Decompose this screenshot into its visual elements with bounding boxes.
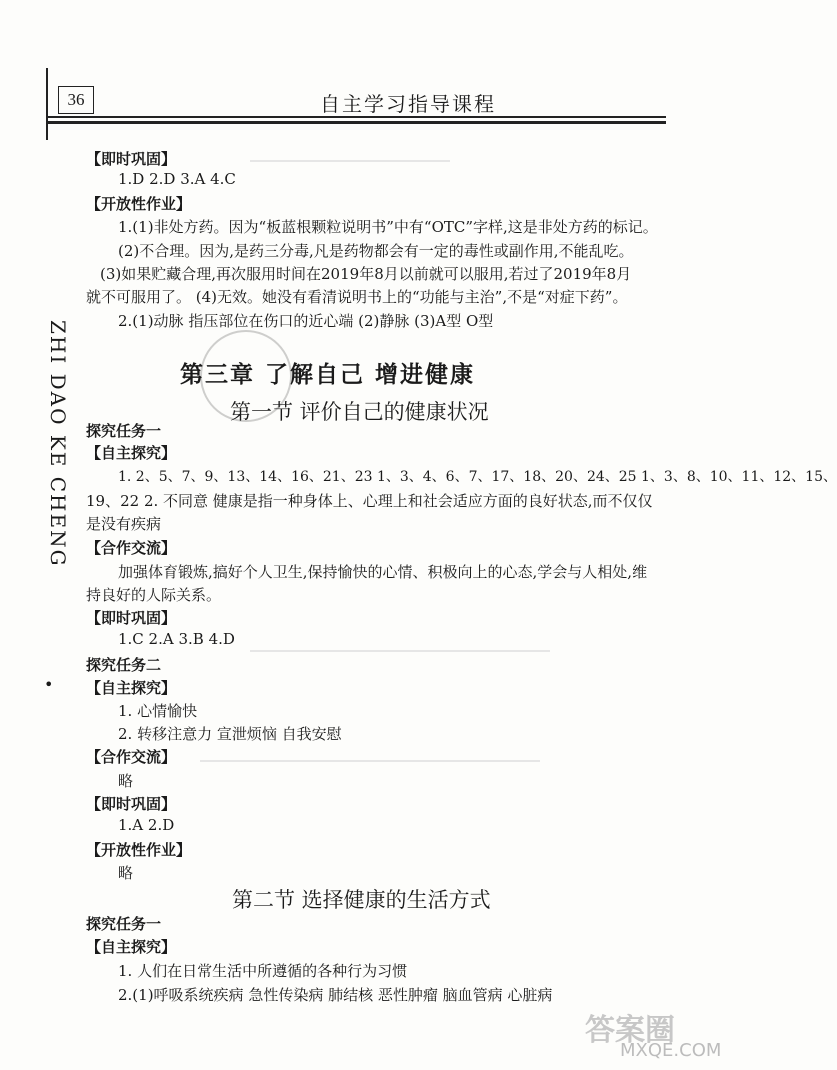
label-zizhu-tanjiu: 【自主探究】	[86, 938, 177, 956]
answer-line: 1. 2、5、7、9、13、14、16、21、23 1、3、4、6、7、17、18、20、24、25 1、3、8、10、11、12、15、	[118, 469, 837, 485]
watermark-url: MXQE.COM	[620, 1040, 722, 1061]
label-jishi-gonggu: 【即时巩固】	[86, 609, 177, 627]
answer-line: 19、22 2. 不同意 健康是指一种身体上、心理上和社会适应方面的良好状态,而不仅仅	[86, 492, 653, 510]
answers-jishi: 1.C 2.A 3.B 4.D	[118, 630, 235, 648]
answer-line: 略	[118, 772, 134, 790]
answer-line: (3)如果贮藏合理,再次服用时间在2019年8月以前就可以服用,若过了2019年8月	[100, 265, 632, 283]
answer-line: 1. 心情愉快	[118, 702, 198, 720]
label-hezuo-jiaoliu: 【合作交流】	[86, 748, 177, 766]
answers-jishi: 1.A 2.D	[118, 816, 175, 834]
bleed-through-mark	[200, 760, 540, 762]
answer-line: 略	[118, 864, 134, 882]
bleed-through-mark	[250, 160, 450, 162]
answer-line: 是没有疾病	[86, 515, 162, 533]
header-title: 自主学习指导课程	[320, 92, 496, 116]
answer-line: 2.(1)动脉 指压部位在伤口的近心端 (2)静脉 (3)A型 O型	[118, 312, 494, 330]
label-zizhu-tanjiu: 【自主探究】	[86, 679, 177, 697]
label-hezuo-jiaoliu: 【合作交流】	[86, 539, 177, 557]
label-jishi-gonggu: 【即时巩固】	[86, 795, 177, 813]
section-title-2: 第二节 选择健康的生活方式	[232, 888, 491, 912]
section-title-1: 第一节 评价自己的健康状况	[230, 400, 489, 424]
answer-line: 持良好的人际关系。	[86, 586, 222, 604]
answers-jishi: 1.D 2.D 3.A 4.C	[118, 170, 236, 188]
answer-line: 加强体育锻炼,搞好个人卫生,保持愉快的心情、积极向上的心态,学会与人相处,维	[118, 563, 648, 581]
label-jishi-gonggu: 【即时巩固】	[86, 150, 177, 168]
answer-line: 1.(1)非处方药。因为“板蓝根颗粒说明书”中有“OTC”字样,这是非处方药的标记。	[118, 218, 658, 236]
header-vertical-rule	[46, 68, 48, 140]
side-mark: •	[44, 675, 54, 694]
bleed-through-mark	[250, 650, 550, 652]
answer-line: (2)不合理。因为,是药三分毒,凡是药物都会有一定的毒性或副作用,不能乱吃。	[118, 242, 634, 260]
answer-line: 2.(1)呼吸系统疾病 急性传染病 肺结核 恶性肿瘤 脑血管病 心脏病	[118, 986, 553, 1004]
side-vertical-title: ZHI DAO KE CHENG	[46, 320, 70, 568]
page-number: 36	[58, 86, 94, 114]
label-kaifang-zuoye: 【开放性作业】	[86, 841, 192, 859]
chapter-title: 第三章 了解自己 增进健康	[180, 362, 476, 388]
task-title: 探究任务一	[86, 915, 162, 933]
answer-line: 2. 转移注意力 宣泄烦恼 自我安慰	[118, 725, 342, 743]
task-title: 探究任务二	[86, 656, 162, 674]
label-zizhu-tanjiu: 【自主探究】	[86, 444, 177, 462]
task-title: 探究任务一	[86, 422, 162, 440]
header-rule-thick	[46, 121, 666, 124]
label-kaifang-zuoye: 【开放性作业】	[86, 195, 192, 213]
watermark-logo: 答案圈	[585, 1013, 675, 1048]
header-rule-thin	[46, 116, 666, 118]
answer-line: 1. 人们在日常生活中所遵循的各种行为习惯	[118, 962, 408, 980]
answer-line: 就不可服用了。 (4)无效。她没有看清说明书上的“功能与主治”,不是“对症下药”。	[86, 288, 628, 306]
